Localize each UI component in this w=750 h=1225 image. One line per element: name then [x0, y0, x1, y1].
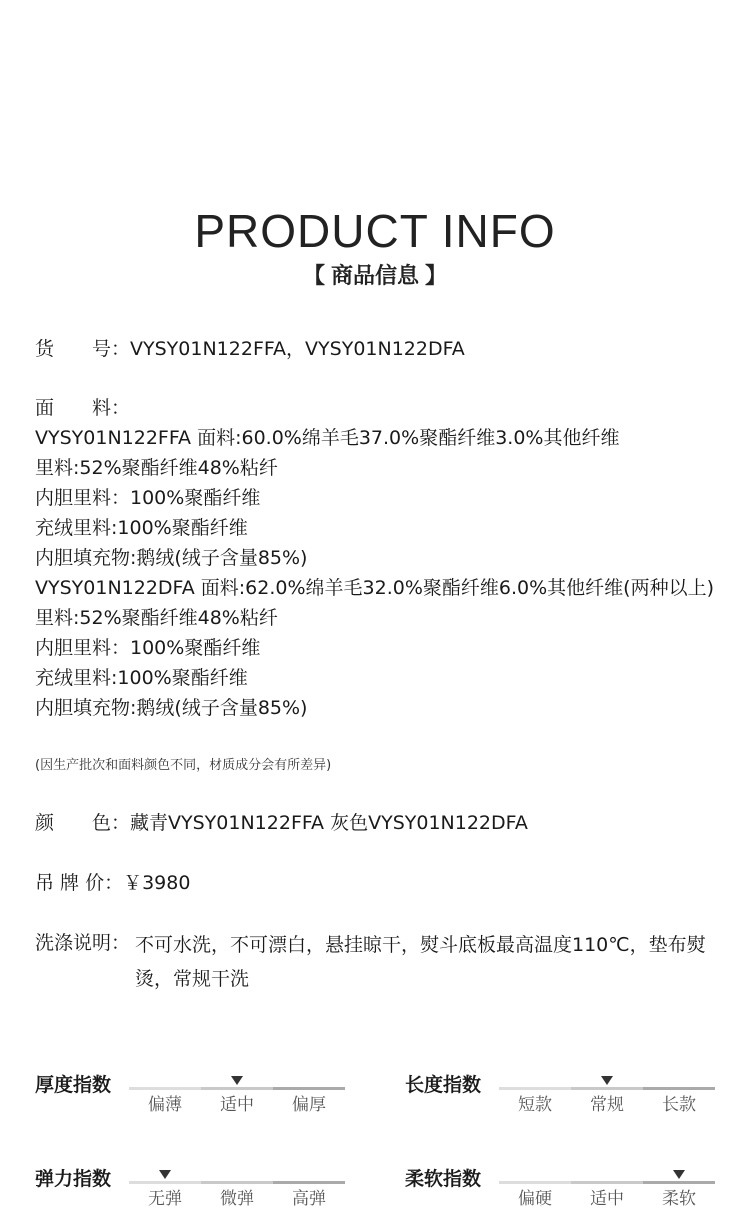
- fabric-line: VYSY01N122FFA 面料:60.0%绵羊毛37.0%聚酯纤维3.0%其他纤维: [35, 427, 620, 449]
- index-scale-option: 常规: [590, 1095, 624, 1115]
- item-number-value: VYSY01N122FFA，VYSY01N122DFA: [130, 338, 465, 360]
- fabric-label: 面 料：: [35, 397, 131, 419]
- index-scale-bar-segment: [643, 1181, 715, 1184]
- index-scale-name: 弹力指数: [35, 1168, 112, 1190]
- wash-instructions: 不可水洗，不可漂白，悬挂晾干，熨斗底板最高温度110℃，垫布熨烫，常规干洗: [135, 934, 706, 990]
- fabric-line: 内胆里料：100%聚酯纤维: [35, 637, 261, 659]
- index-scale-bar-segment: [571, 1087, 643, 1090]
- index-scale-name: 柔软指数: [405, 1168, 482, 1190]
- fabric-line: 内胆填充物:鹅绒(绒子含量85%): [35, 547, 308, 569]
- index-scale-option: 无弹: [148, 1189, 182, 1209]
- index-scale-option: 长款: [662, 1095, 696, 1115]
- index-scale-bar-segment: [129, 1087, 201, 1090]
- item-number-row: [35, 334, 465, 364]
- title-cn-text: 商品信息: [330, 264, 419, 289]
- fabric-line: 里料:52%聚酯纤维48%粘纤: [35, 457, 278, 479]
- index-scale-option: 短款: [518, 1095, 552, 1115]
- index-scale-bar-segment: [273, 1181, 345, 1184]
- index-scale-name: 厚度指数: [35, 1074, 112, 1096]
- item-number-label: 货 号：: [35, 338, 131, 360]
- price-label: 吊 牌 价：: [35, 872, 124, 894]
- index-scale-bar-segment: [499, 1087, 571, 1090]
- page-title-en: PRODUCT INFO: [194, 205, 556, 257]
- index-scale-marker-icon: [159, 1170, 171, 1179]
- index-scale: [405, 1070, 715, 1130]
- page-title-cn: [0, 262, 750, 292]
- color-label: 颜 色：: [35, 812, 131, 834]
- fabric-line: VYSY01N122DFA 面料:62.0%绵羊毛32.0%聚酯纤维6.0%其他纤维(两种以上): [35, 577, 714, 599]
- index-scale-option: 适中: [590, 1189, 624, 1209]
- index-scale-bar-segment: [571, 1181, 643, 1184]
- index-scale: [35, 1070, 345, 1130]
- color-value: 藏青VYSY01N122FFA 灰色VYSY01N122DFA: [130, 812, 528, 834]
- index-scale: [405, 1164, 715, 1224]
- fabric-composition: [35, 423, 715, 723]
- index-scale: [35, 1164, 345, 1224]
- fabric-line: 内胆里料：100%聚酯纤维: [35, 487, 261, 509]
- index-scale-bar-segment: [201, 1087, 273, 1090]
- price-row: [35, 868, 190, 898]
- index-scale-marker-icon: [601, 1076, 613, 1085]
- index-scale-bar-segment: [643, 1087, 715, 1090]
- index-scale-option: 偏硬: [518, 1189, 552, 1209]
- fabric-line: 充绒里料:100%聚酯纤维: [35, 517, 248, 539]
- index-scale-bar-segment: [499, 1181, 571, 1184]
- index-scale-option: 适中: [220, 1095, 254, 1115]
- fabric-line: 内胆填充物:鹅绒(绒子含量85%): [35, 697, 308, 719]
- bracket-right: 】: [425, 264, 448, 289]
- index-scale-option: 微弹: [220, 1189, 254, 1209]
- index-scale-bar-segment: [201, 1181, 273, 1184]
- index-scale-option: 柔软: [662, 1189, 696, 1209]
- index-scale-name: 长度指数: [405, 1074, 482, 1096]
- index-scale-bar-segment: [273, 1087, 345, 1090]
- fabric-line: 充绒里料:100%聚酯纤维: [35, 667, 248, 689]
- index-scale-bar-segment: [129, 1181, 201, 1184]
- price-value: ￥3980: [123, 872, 191, 894]
- index-scale-option: 偏薄: [148, 1095, 182, 1115]
- bracket-left: 【: [302, 264, 325, 289]
- fabric-line: 里料:52%聚酯纤维48%粘纤: [35, 607, 278, 629]
- index-scale-marker-icon: [673, 1170, 685, 1179]
- index-scale-option: 高弹: [292, 1189, 326, 1209]
- fabric-note: (因生产批次和面料颜色不同，材质成分会有所差异): [35, 758, 332, 773]
- wash-label: 洗涤说明：: [35, 932, 131, 954]
- index-scale-option: 偏厚: [292, 1095, 326, 1115]
- index-scale-marker-icon: [231, 1076, 243, 1085]
- color-row: [35, 808, 528, 838]
